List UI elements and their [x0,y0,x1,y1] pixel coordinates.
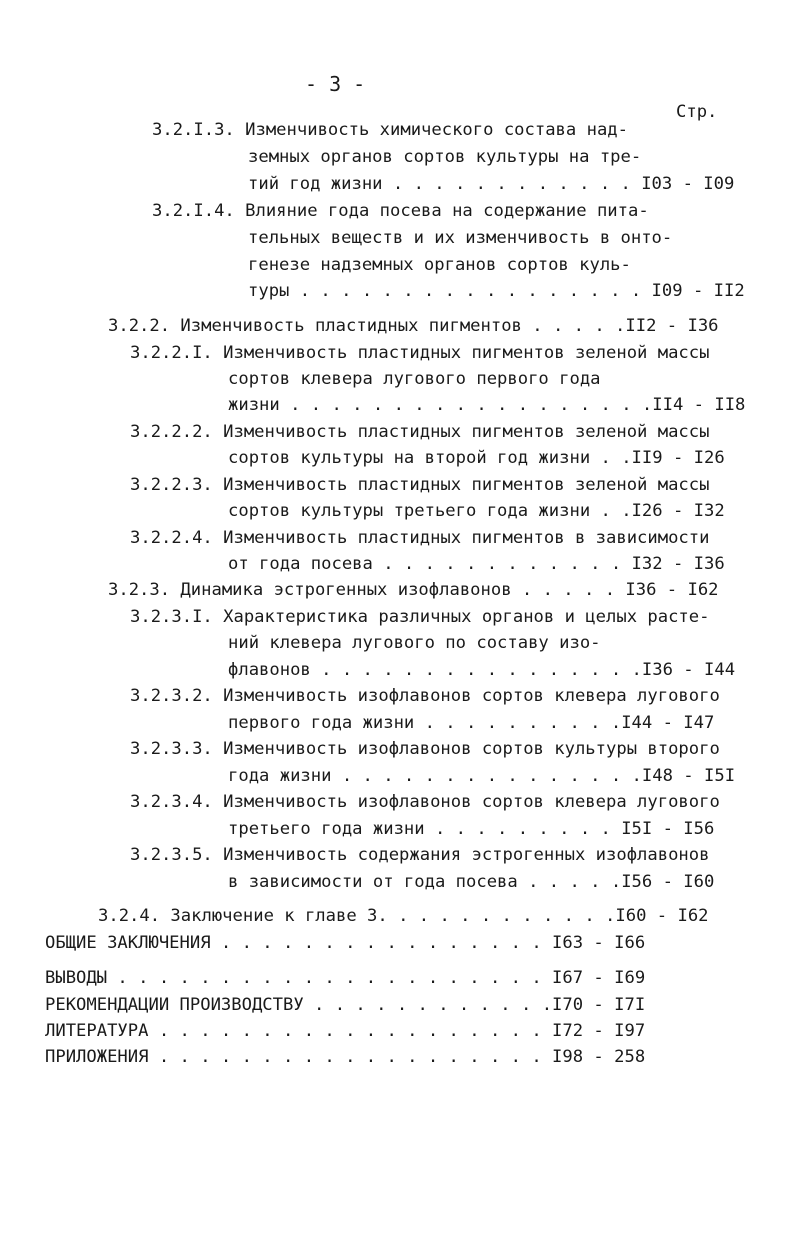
toc-line: генезе надземных органов сортов куль- [248,255,631,275]
toc-line: ВЫВОДЫ . . . . . . . . . . . . . . . . . . . . . I67 - I69 [45,968,646,988]
toc-line: 3.2.2.4. Изменчивость пластидных пигментов в зависимости [130,528,710,548]
toc-line: 3.2.3.2. Изменчивость изофлавонов сортов клевера лугового [130,686,720,706]
page-column-header: Стр. [676,102,718,122]
toc-line: сортов культуры на второй год жизни . .II9 - I26 [228,448,725,468]
toc-line: 3.2.3.5. Изменчивость содержания эстрогенных изофлавонов [130,845,710,865]
toc-line: 3.2.I.4. Влияние года посева на содержание пита- [152,201,649,221]
toc-line: ПРИЛОЖЕНИЯ . . . . . . . . . . . . . . . . . . . I98 - 258 [45,1047,646,1067]
toc-line: ОБЩИЕ ЗАКЛЮЧЕНИЯ . . . . . . . . . . . . . . . . I63 - I66 [45,933,646,953]
toc-line: 3.2.3. Динамика эстрогенных изофлавонов . . . . . I36 - I62 [108,580,719,600]
toc-line: 3.2.2.3. Изменчивость пластидных пигментов зеленой массы [130,475,710,495]
toc-line: 3.2.I.3. Изменчивость химического состава над- [152,120,628,140]
toc-line: тий год жизни . . . . . . . . . . . . I03 - I09 [248,174,735,194]
toc-line: первого года жизни . . . . . . . . . .I44 - I47 [228,713,715,733]
toc-line: тельных веществ и их изменчивость в онто- [248,228,673,248]
toc-line: ний клевера лугового по составу изо- [228,633,601,653]
toc-line: от года посева . . . . . . . . . . . . I32 - I36 [228,554,725,574]
toc-line: третьего года жизни . . . . . . . . . I5I - I56 [228,819,715,839]
toc-line: РЕКОМЕНДАЦИИ ПРОИЗВОДСТВУ . . . . . . . . . . . .I70 - I7I [45,995,646,1015]
toc-line: земных органов сортов культуры на тре- [248,147,642,167]
toc-line: 3.2.2.I. Изменчивость пластидных пигментов зеленой массы [130,343,710,363]
toc-line: ЛИТЕРАТУРА . . . . . . . . . . . . . . . . . . . I72 - I97 [45,1021,646,1041]
toc-line: года жизни . . . . . . . . . . . . . . .I48 - I5I [228,766,736,786]
toc-line: в зависимости от года посева . . . . .I56 - I60 [228,872,715,892]
toc-line: 3.2.3.3. Изменчивость изофлавонов сортов культуры второго [130,739,720,759]
toc-line: 3.2.3.4. Изменчивость изофлавонов сортов клевера лугового [130,792,720,812]
toc-line: сортов культуры третьего года жизни . .I26 - I32 [228,501,725,521]
toc-line: туры . . . . . . . . . . . . . . . . . I09 - II2 [248,281,745,301]
page-number: - 3 - [305,72,366,96]
toc-line: 3.2.3.I. Характеристика различных органов и целых расте- [130,607,710,627]
toc-line: 3.2.4. Заключение к главе 3. . . . . . . . . . . .I60 - I62 [98,906,709,926]
toc-line: 3.2.2.2. Изменчивость пластидных пигментов зеленой массы [130,422,710,442]
toc-line: 3.2.2. Изменчивость пластидных пигментов . . . . .II2 - I36 [108,316,719,336]
toc-line: сортов клевера лугового первого года [228,369,601,389]
toc-line: флавонов . . . . . . . . . . . . . . . .I36 - I44 [228,660,736,680]
toc-line: жизни . . . . . . . . . . . . . . . . . .II4 - II8 [228,395,746,415]
